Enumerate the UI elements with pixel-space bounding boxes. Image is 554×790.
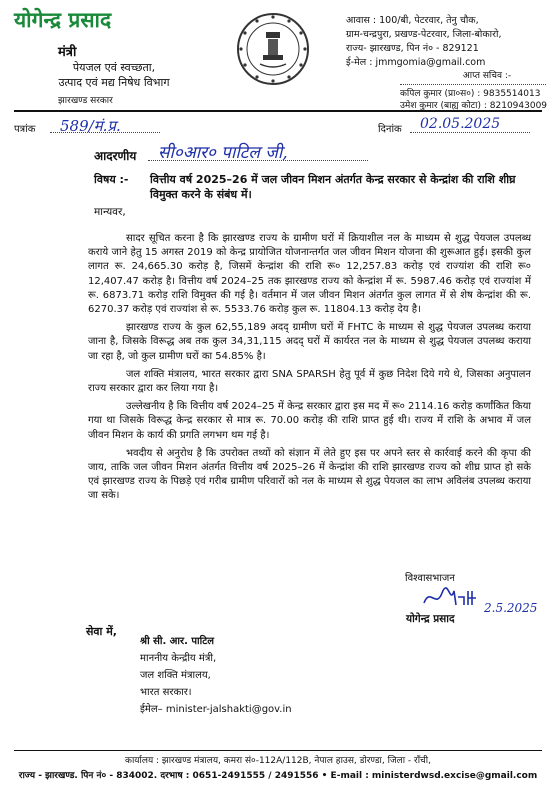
ref-dotted-line [50,132,160,133]
residence-address [346,14,551,70]
subject-text: वित्तीय वर्ष 2025–26 में जल जीवन मिशन अंतर्गत केन्द्र सरकार से केन्द्रांश की राशि शीघ्र विमुक्त करने के संबंध में। [150,173,516,201]
date-value: 02.05.2025 [420,116,501,132]
letter-body [88,232,531,508]
signature-date: 2.5.2025 [484,601,538,615]
secretaries-divider [400,84,546,85]
ref-number: 589/मं.प्र. [60,117,121,135]
signature-scribble-icon [420,583,484,611]
ref-label: पत्रांक [14,124,36,135]
recipient-line: माननीय केन्द्रीय मंत्री, [140,653,217,664]
secretary-line: कपिल कुमार (प्रा०स०) : 9835514013 [400,89,541,99]
secretaries-title: आप्त सचिव :- [462,71,512,81]
address-line: राज्य- झारखण्ड, पिन नं० - 829121 [346,43,479,54]
body-paragraph: जल शक्ति मंत्रालय, भारत सरकार द्वारा SNA SPARSH हेतु पूर्व में कुछ निदेश दिये गये थे, जिसका अनुपालन राज्य सरकार द्वारा कर लिया गया है। [88,368,531,395]
email-line: ई-मेल : jmmgomia@gmail.com [346,57,486,68]
salutation-label: आदरणीय [94,149,137,163]
recipient-name: श्री सी. आर. पाटिल [140,636,215,647]
greeting: मान्यवर, [94,206,126,218]
government-label: झारखण्ड सरकार [58,96,113,106]
body-paragraph: झारखण्ड राज्य के कुल 62,55,189 अदद् ग्रामीण घरों में FHTC के माध्यम से शुद्ध पेयजल उपलब्ध कराया जाना है, जिसके विरूद्ध अब तक कुल 34,31,115 अदद् घरों में कार्यरत नल के माध्यम से शुद्ध पेयजल उपलब्ध कराया जा रहा है, जो कुल ग्रामीण घरों का 54.85% है। [88,322,531,362]
body-paragraph: सादर सूचित करना है कि झारखण्ड राज्य के ग्रामीण घरों में क्रियाशील नल के माध्यम से शुद्ध पेयजल उपलब्ध कराये जाने हेतु 15 अगस्त 2019 को केन्द्र प्रायोजित योजनान्तर्गत जल जीवन मिशन योजना की शुरूआत हुई। इसकी कुल लागत रू. 24,665.30 करोड़ है, जिसमें केन्द्रांश की राशि रू० 12,257.83 करोड़ एवं राज्यांश की राशि रू० 12,407.47 करोड़ है। वित्तीय वर्ष 2024–25 तक झारखण्ड राज्य को केन्द्रांश में रू. 5987.46 करोड़ एवं राज्यांश में रू. 6873.71 करोड़ राशि विमुक्त की गई है। वर्तमान में जल जीवन मिशन अंतर्गत कुल लागत में से शेष केन्द्रांश की रू. 6270.37 करोड़ एवं राज्यांश से रू. 5533.76 करोड़ कुल रू. 11804.13 करोड़ देय है। [88,233,531,316]
recipient-label: सेवा में, [86,625,117,638]
recipient-block [140,633,292,718]
department-line: उत्पाद एवं मद्य निषेध विभाग [58,76,170,89]
recipient-email: ईमेल– minister-jalshakti@gov.in [140,704,292,715]
address-line: ग्राम-चन्द्रपुरा, प्रखण्ड-पेटरवार, जिला-बोकारो, [346,29,502,40]
recipient-line: भारत सरकार। [140,687,192,698]
footer-line: राज्य - झारखण्ड. पिन नं० - 834002. दरभाष : 0651-2491555 / 2491556 • E-mail : ministerdwsd.excise@gmail.com [18,771,538,781]
secretaries-block [400,70,550,112]
jharkhand-emblem-icon [236,12,310,86]
date-dotted-line [410,132,530,133]
minister-name: योगेन्द्र प्रसाद [14,7,112,32]
date-label: दिनांक [378,124,402,135]
department [14,60,214,90]
body-paragraph: उल्लेखनीय है कि वित्तीय वर्ष 2024–25 में केन्द्र सरकार द्वारा इस मद में रू० 2114.16 करोड़ कर्णांकित किया गया था जिसके विरूद्ध केन्द्र सरकार से मात्र रू. 70.00 करोड़ की राशि प्राप्त हुई थी। राज्य में राशि के अभाव में जल जीवन मिशन के कार्य की प्रगति लगभग थम गई है। [88,401,531,441]
footer-divider [14,750,542,751]
addressee-handwritten: सी०आर० पाटिल जी, [158,143,288,163]
salutation-dotted-line [148,160,368,161]
body-paragraph: भवदीय से अनुरोध है कि उपरोक्त तथ्यों को संज्ञान में लेते हुए इस पर अपने स्तर से कार्रवाई करने की कृपा की जाय, ताकि जल जीवन मिशन अंतर्गत वित्तीय वर्ष 2025–26 में केन्द्रांश की राशि झारखण्ड राज्य को शीघ्र प्राप्त हो सके एवं झारखण्ड राज्य के पिछड़े एवं गरीब ग्रामीण परिवारों को नल के माध्यम से शुद्ध पेयजल का लाभ अविलंब उपलब्ध कराया जा सके। [88,447,531,502]
footer-line: कार्यालय : झारखण्ड मंत्रालय, कमरा सं०-112A/112B, नेपाल हाउस, डोरण्डा, जिला - राँची, [125,756,431,766]
secretary-line: उमेश कुमार (बाह्य कोटा) : 8210943009 [400,101,548,111]
letterhead-divider [14,110,542,112]
department-line: पेयजल एवं स्वच्छता, [72,61,156,74]
footer [14,754,542,784]
subject-label: विषय :- [94,173,129,186]
signer-name: योगेन्द्र प्रसाद [406,613,455,625]
minister-title: मंत्री [58,45,77,60]
address-line: आवास : 100/बी, पेटरवार, तेनु चौक, [346,15,479,26]
recipient-line: जल शक्ति मंत्रालय, [140,670,211,681]
closing: विश्वासभाजन [405,573,455,584]
